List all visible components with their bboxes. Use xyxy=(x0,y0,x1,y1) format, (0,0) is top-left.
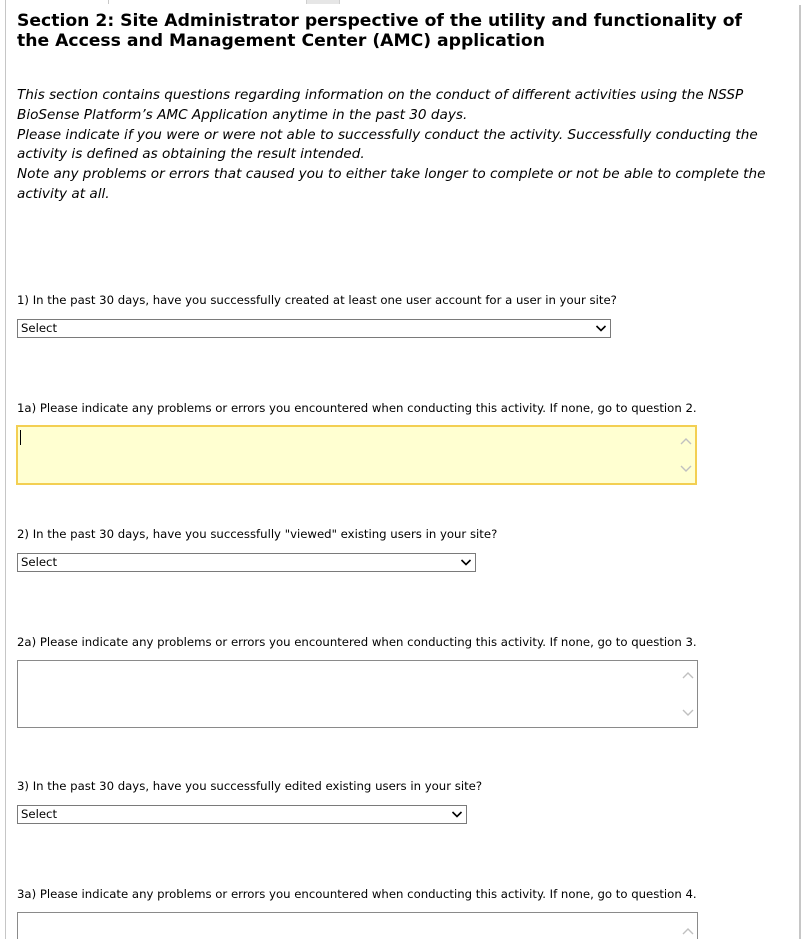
intro-paragraph: Note any problems or errors that caused you to either take longer to complete or not be able to complete the activity at all. xyxy=(17,166,766,202)
chevron-down-icon[interactable] xyxy=(682,709,694,717)
tab-divider xyxy=(108,0,109,4)
question-1a-textarea[interactable] xyxy=(16,425,697,485)
chevron-up-icon[interactable] xyxy=(680,437,692,445)
question-1-label: 1) In the past 30 days, have you successfully created at least one user account for a user in your site? xyxy=(17,293,617,307)
intro-paragraph: This section contains questions regarding information on the conduct of different activities using the NSSP BioSense Platform’s AMC Application anytime in the past 30 days. xyxy=(17,87,744,123)
question-3a-label: 3a) Please indicate any problems or errors you encountered when conducting this activity. If none, go to question 4. xyxy=(17,887,697,901)
text-caret xyxy=(20,430,21,445)
select-value: Select xyxy=(21,321,58,335)
question-3a-textarea[interactable] xyxy=(17,912,698,939)
textarea-scrollbar[interactable] xyxy=(678,661,697,727)
question-3-select[interactable] xyxy=(17,805,467,824)
textarea-scrollbar[interactable] xyxy=(678,913,697,939)
chevron-down-icon xyxy=(460,557,472,568)
section-title: Section 2: Site Administrator perspective of the utility and functionality of the Access and Management Center (AMC) application xyxy=(17,11,742,51)
textarea-scrollbar[interactable] xyxy=(676,427,695,483)
question-3-label: 3) In the past 30 days, have you successfully edited existing users in your site? xyxy=(17,779,483,793)
question-1-select[interactable] xyxy=(17,319,611,338)
question-2-select[interactable] xyxy=(17,553,476,572)
chevron-up-icon[interactable] xyxy=(682,671,694,679)
frame-left-border xyxy=(5,0,6,939)
select-value: Select xyxy=(21,807,58,821)
select-value: Select xyxy=(21,555,58,569)
question-2-label: 2) In the past 30 days, have you successfully "viewed" existing users in your site? xyxy=(17,527,498,541)
chevron-down-icon[interactable] xyxy=(680,465,692,473)
browser-top-strip xyxy=(0,0,801,5)
intro-paragraph: Please indicate if you were or were not able to successfully conduct the activity. Successfully conducting the activity is defined as obtaining the result intended. xyxy=(17,126,758,163)
section-intro xyxy=(17,86,779,205)
chevron-down-icon xyxy=(595,323,607,334)
scroll-tab-chip[interactable] xyxy=(306,0,340,4)
question-2a-label: 2a) Please indicate any problems or errors you encountered when conducting this activity. If none, go to question 3. xyxy=(17,635,697,649)
question-2a-textarea[interactable] xyxy=(17,660,698,728)
question-1a-label: 1a) Please indicate any problems or errors you encountered when conducting this activity. If none, go to question 2. xyxy=(17,401,697,415)
chevron-up-icon[interactable] xyxy=(682,927,694,935)
chevron-down-icon xyxy=(451,809,463,820)
